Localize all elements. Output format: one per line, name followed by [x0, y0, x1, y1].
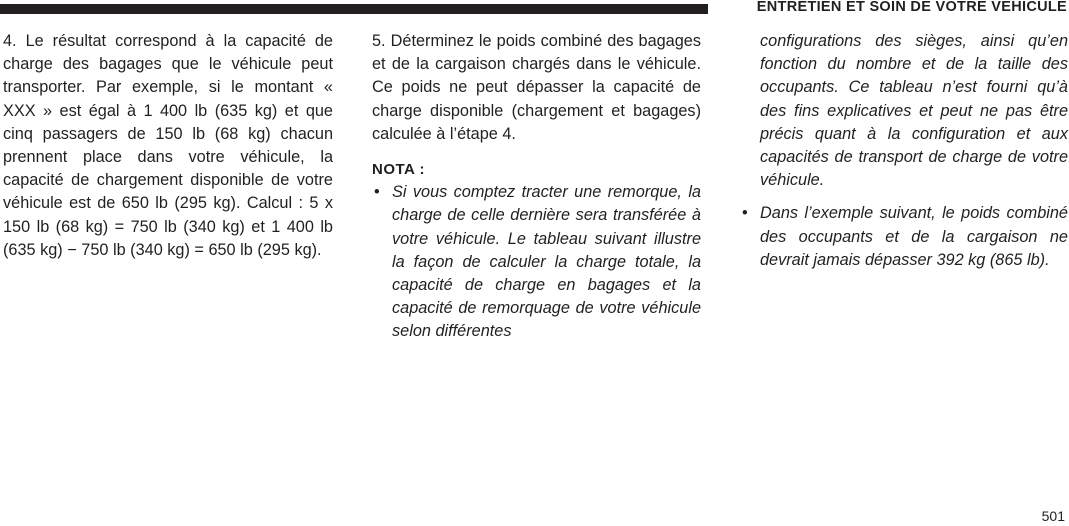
header-bar [0, 4, 708, 14]
bullet-text: Si vous comptez tracter une remorque, la charge de celle dernière sera transférée à votre véhicule. Le tableau suivant illustre la façon de calculer la charge totale, la capacité de charge en bagages et la capacité de remorquage de votre véhicule selon différentes [392, 183, 701, 341]
column-left [3, 30, 333, 262]
step-4-paragraph: 4. Le résultat correspond à la capacité de charge des bagages que le véhicule peut transporter. Par exemple, si le montant « XXX » est égal à 1 400 lb (635 kg) et que cinq passagers de 150 lb (68 kg) chacun prennent place dans votre véhicule, la capacité de chargement disponible de votre véhicule est de 650 lb (295 kg). Calcul : 5 x 150 lb (68 kg) = 750 lb (340 kg) et 1 400 lb (635 kg) − 750 lb (340 kg) = 650 lb (295 kg). [3, 32, 333, 259]
bullet-text: Dans l’exemple suivant, le poids combiné des occupants et de la cargaison ne devrait jamais dépasser 392 kg (865 lb). [760, 204, 1068, 269]
page-number: 501 [1041, 508, 1065, 524]
bullet-icon: • [742, 204, 748, 223]
bullet-icon: • [374, 183, 380, 202]
nota-bullet-item [372, 181, 701, 343]
column-middle [372, 30, 701, 344]
step-5-paragraph: 5. Déterminez le poids combiné des bagages et de la cargaison chargés dans le véhicule. Ce poids ne peut dépasser la capacité de charge disponible (chargement et bagages) calculée à l’étape 4. [372, 32, 701, 143]
nota-heading: NOTA : [372, 161, 425, 179]
bullet-continued-text: configurations des sièges, ainsi qu’en fonction du nombre et de la taille des occupants. Ce tableau n’est fourni qu’à des fins explicatives et peut ne pas être précis quant à la configuration et aux capacités de transport de charge de votre véhicule. [760, 32, 1068, 190]
column-right [740, 30, 1068, 272]
section-title: ENTRETIEN ET SOIN DE VOTRE VÉHICULE [756, 0, 1067, 15]
nota-bullet-item [740, 202, 1068, 272]
